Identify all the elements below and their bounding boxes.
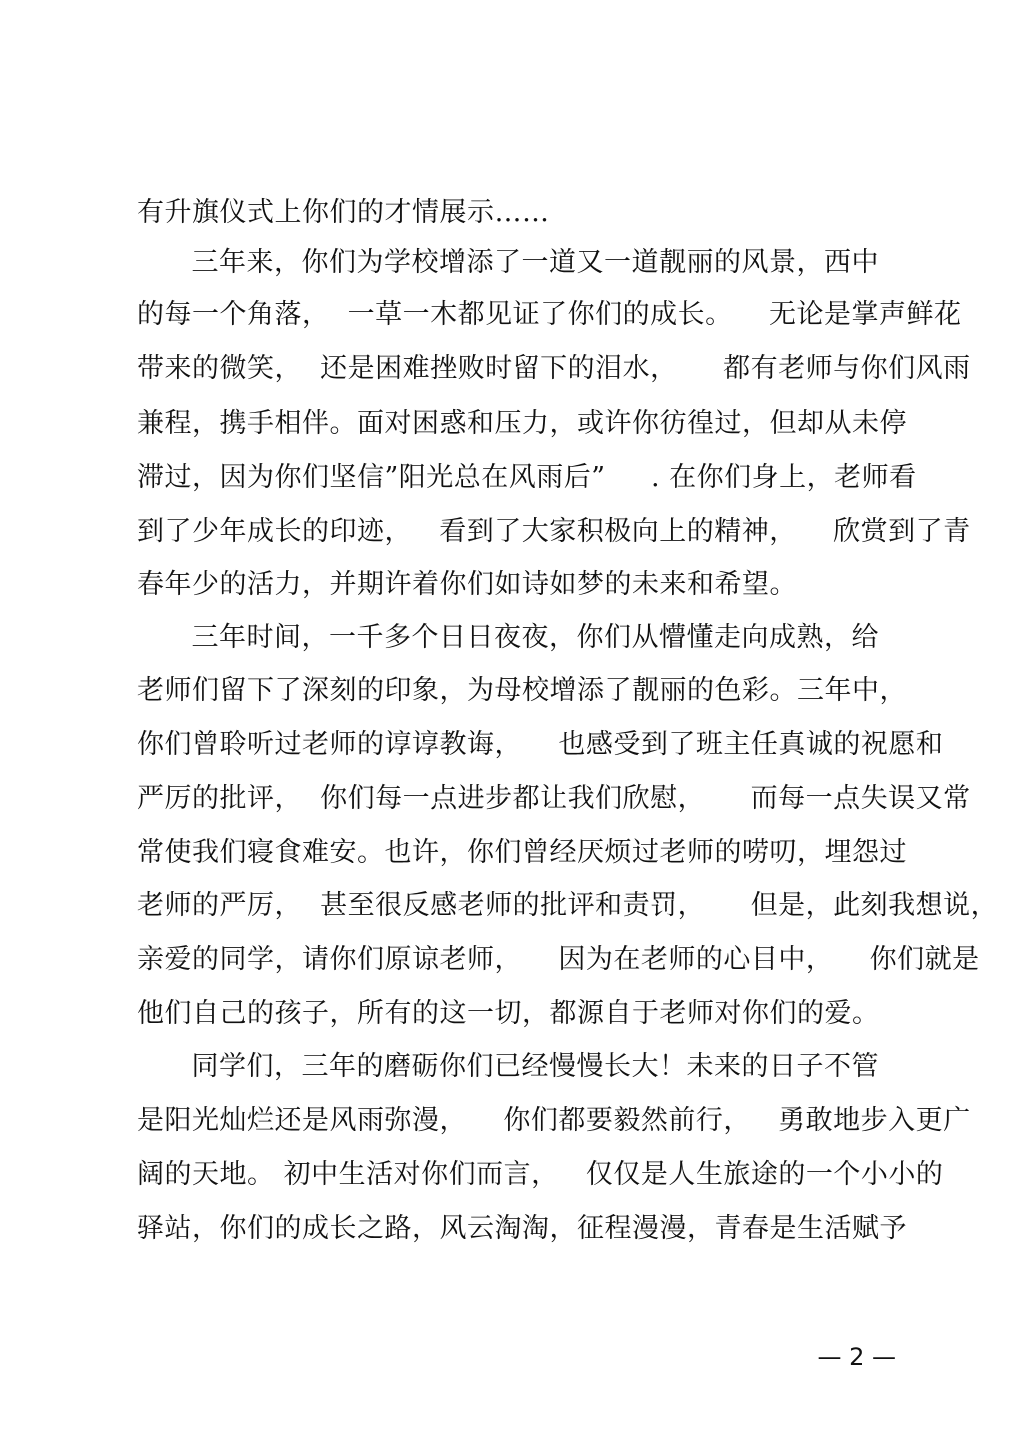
text-line: 你们曾聆听过老师的谆谆教诲， 也感受到了班主任真诚的祝愿和: [137, 729, 944, 760]
text-line: 到了少年成长的印迹， 看到了大家积极向上的精神， 欣赏到了青: [137, 516, 971, 547]
text-line: 严厉的批评， 你们每一点进步都让我们欣慰， 而每一点失误又常: [137, 783, 971, 814]
text-line: 三年时间，一千多个日日夜夜，你们从懵懂走向成熟，给: [137, 622, 879, 653]
text-line: 老师们留下了深刻的印象，为母校增添了靓丽的色彩。三年中，: [137, 675, 907, 706]
text-line: 的每一个角落， 一草一木都见证了你们的成长。 无论是掌声鲜花: [137, 299, 962, 330]
text-line: 老师的严厉， 甚至很反感老师的批评和责罚， 但是，此刻我想说，: [137, 890, 999, 921]
text-line: 阔的天地。 初中生活对你们而言， 仅仅是人生旅途的一个小小的: [137, 1159, 944, 1190]
text-line: 是阳光灿烂还是风雨弥漫， 你们都要毅然前行， 勇敢地步入更广: [137, 1105, 971, 1136]
text-line: 常使我们寝食难安。也许，你们曾经厌烦过老师的唠叨，埋怨过: [137, 837, 907, 868]
text-line: 亲爱的同学，请你们原谅老师， 因为在老师的心目中， 你们就是: [137, 944, 980, 975]
text-line: 驿站，你们的成长之路，风云淘淘，征程漫漫，青春是生活赋予: [137, 1213, 907, 1244]
text-line: 三年来，你们为学校增添了一道又一道靓丽的风景，西中: [137, 247, 879, 278]
text-line: 有升旗仪式上你们的才情展示……: [137, 197, 550, 228]
text-line: 滞过，因为你们坚信”阳光总在风雨后” . 在你们身上，老师看: [137, 462, 917, 493]
text-line: 带来的微笑， 还是困难挫败时留下的泪水， 都有老师与你们风雨: [137, 353, 971, 384]
page-number: — 2 —: [817, 1343, 896, 1371]
text-line: 同学们，三年的磨砺你们已经慢慢长大！未来的日子不管: [137, 1051, 879, 1082]
text-line: 春年少的活力，并期许着你们如诗如梦的未来和希望。: [137, 569, 797, 600]
text-line: 他们自己的孩子，所有的这一切，都源自于老师对你们的爱。: [137, 998, 880, 1029]
text-line: 兼程，携手相伴。面对困惑和压力，或许你彷徨过，但却从未停: [137, 408, 907, 439]
